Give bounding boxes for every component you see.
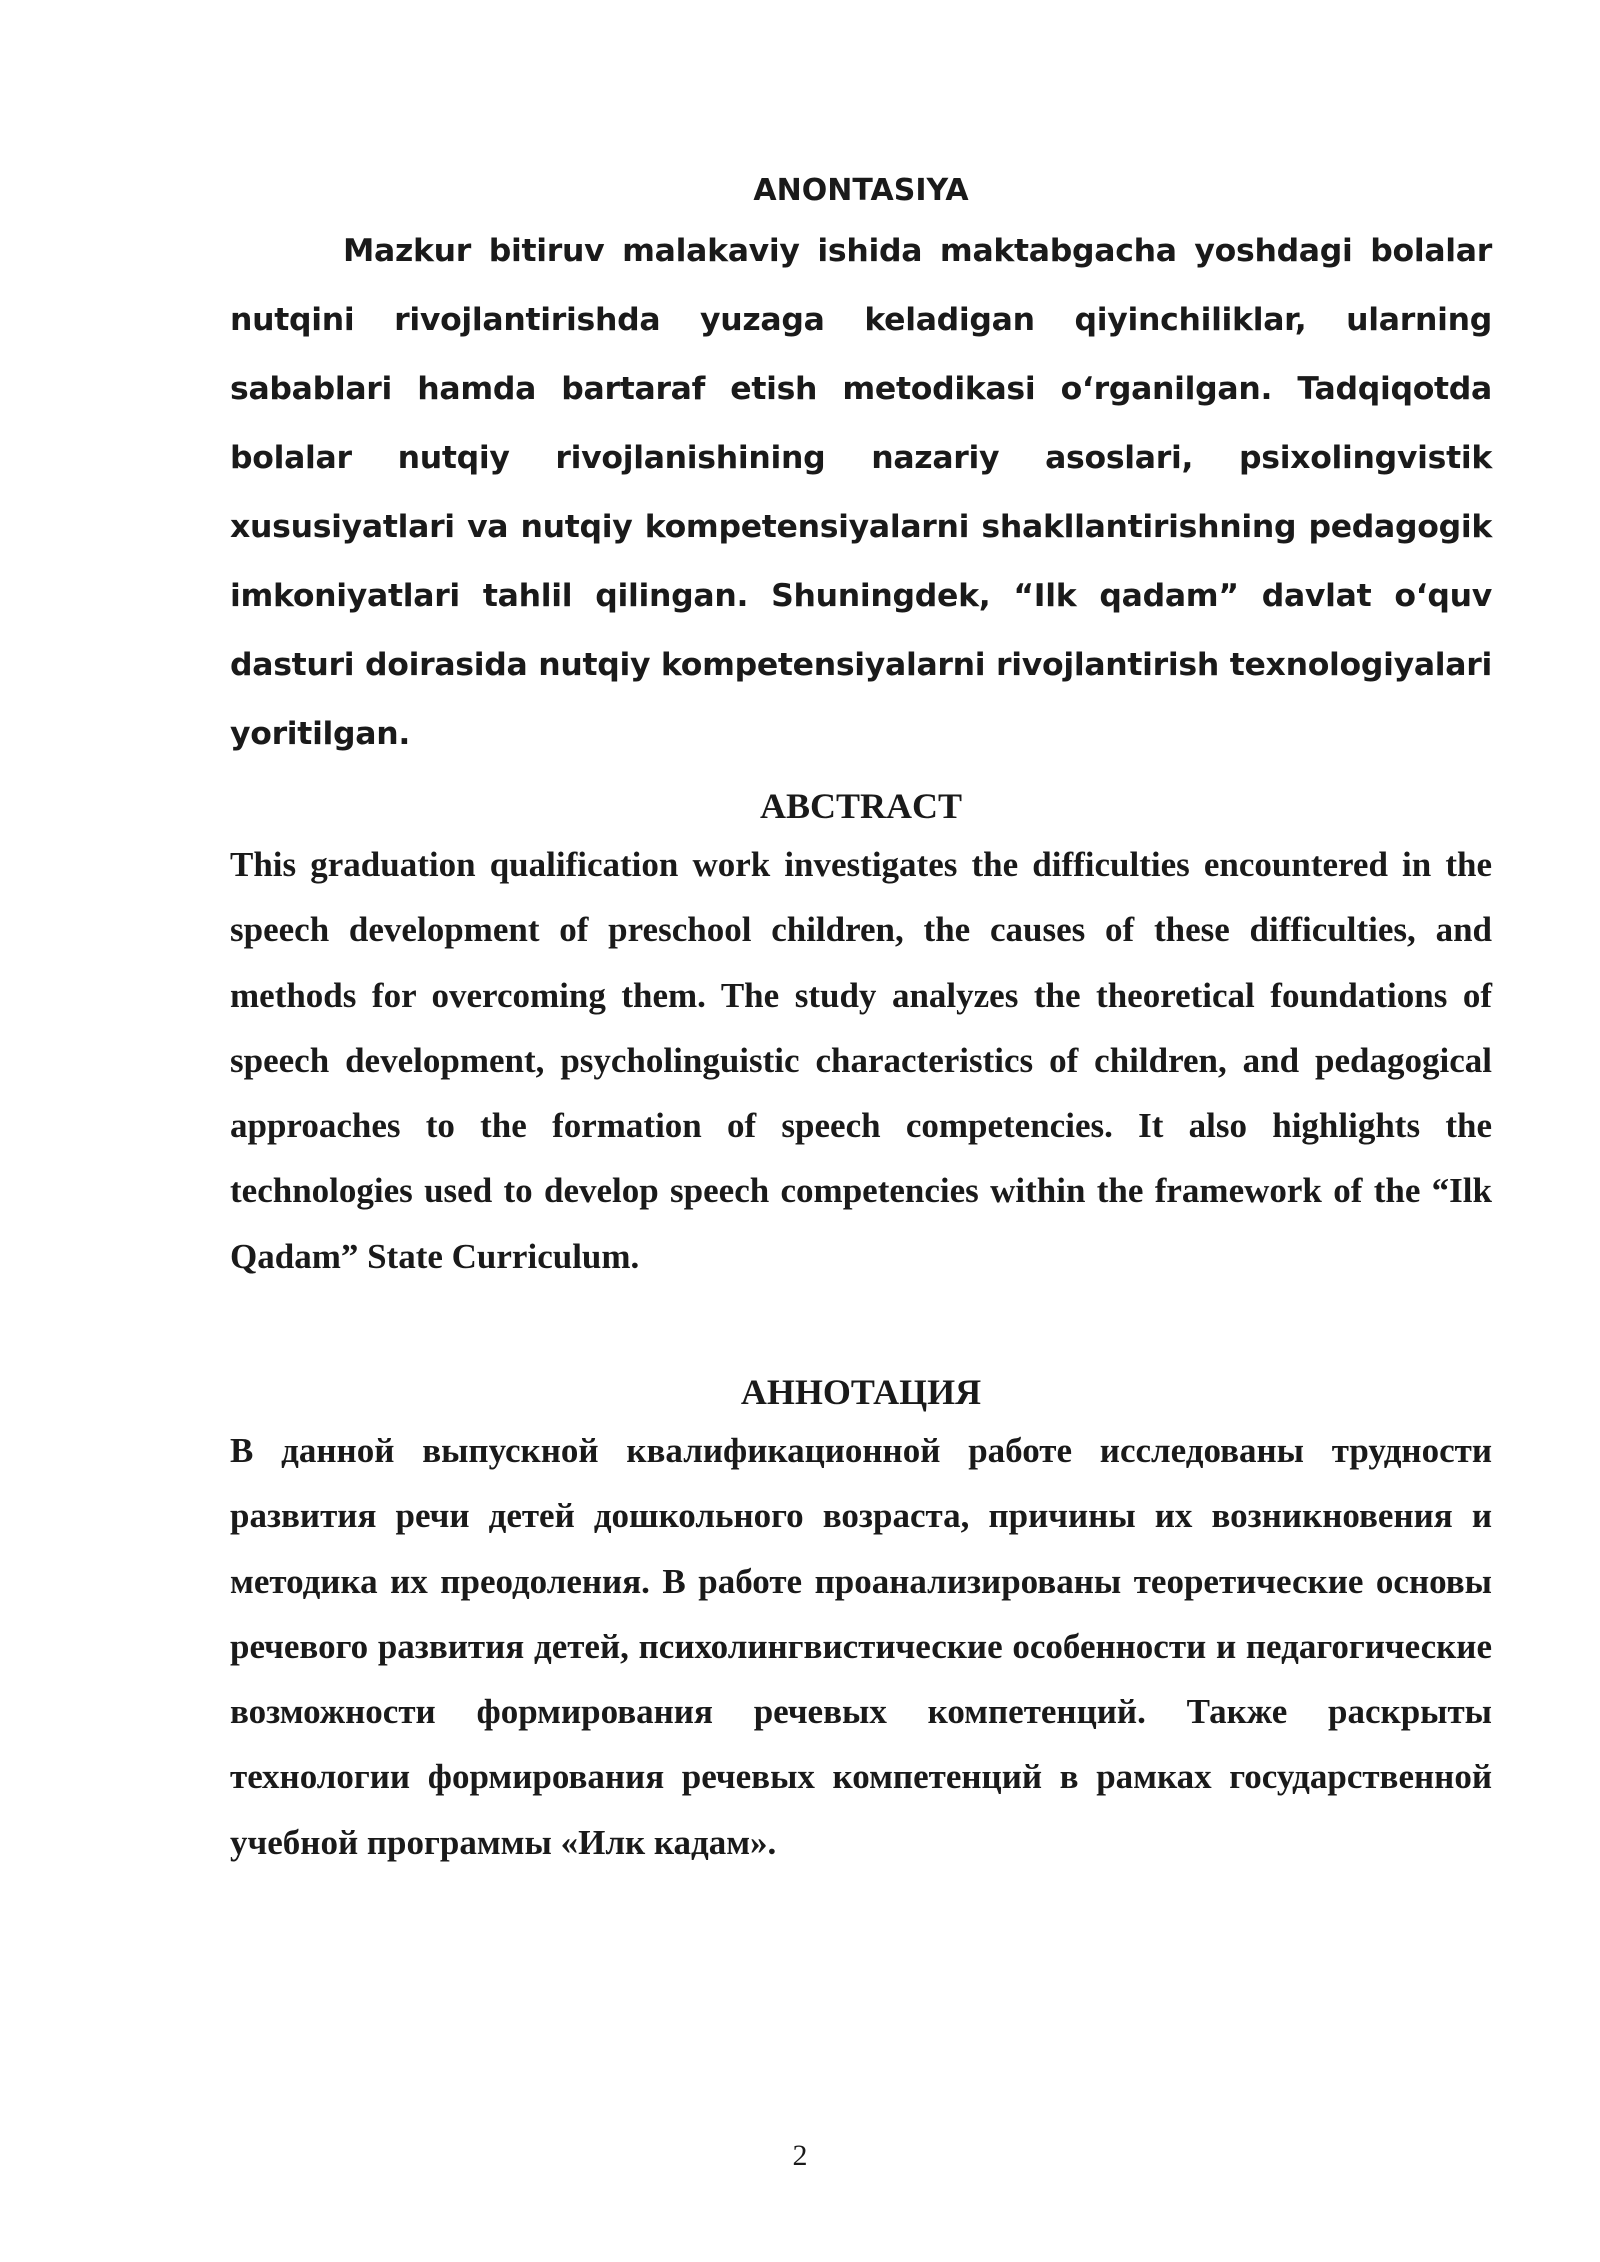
uzbek-paragraph: Mazkur bitiruv malakaviy ishida maktabgacha yoshdagi bolalar nutqini rivojlantirishda yuzaga keladigan qiyinchiliklar, ularning sabablari hamda bartaraf etish metodikasi o‘rganilgan. Tadqiqotda bolalar nutqiy rivojlanishining nazariy asoslari, psixolingvistik xususiyatlari va nutqiy kompetensiyalarni shakllantirishning pedagogik imkoniyatlari tahlil qilingan. Shuningdek, “Ilk qadam” davlat o‘quv dasturi doirasida nutqiy kompetensiyalarni rivojlantirish texnologiyalari yoritilgan. [230, 233, 1492, 752]
english-heading: ABCTRACT [759, 786, 963, 826]
english-abstract-section [230, 780, 1492, 1289]
russian-heading: АННОТАЦИЯ [740, 1372, 982, 1412]
russian-annotation-section [230, 1366, 1492, 1875]
english-paragraph: This graduation qualification work investigates the difficulties encountered in the speech development of preschool children, the causes of these difficulties, and methods for overcoming them. The study analyzes the theoretical foundations of speech development, psycholinguistic characteristics of children, and pedagogical approaches to the formation of speech competencies. It also highlights the technologies used to develop speech competencies within the framework of the “Ilk Qadam” State Curriculum. [230, 845, 1492, 1276]
uzbek-heading: ANONTASIYA [753, 173, 969, 208]
page-number: 2 [792, 2139, 808, 2172]
russian-paragraph: В данной выпускной квалификационной работе исследованы трудности развития речи детей дошкольного возраста, причины их возникновения и методика их преодоления. В работе проанализированы теоретические основы речевого развития детей, психолингвистические особенности и педагогические возможности формирования речевых компетенций. Также раскрыты технологии формирования речевых компетенций в рамках государственной учебной программы «Илк кадам». [230, 1431, 1492, 1862]
uzbek-annotation-section [230, 165, 1492, 769]
